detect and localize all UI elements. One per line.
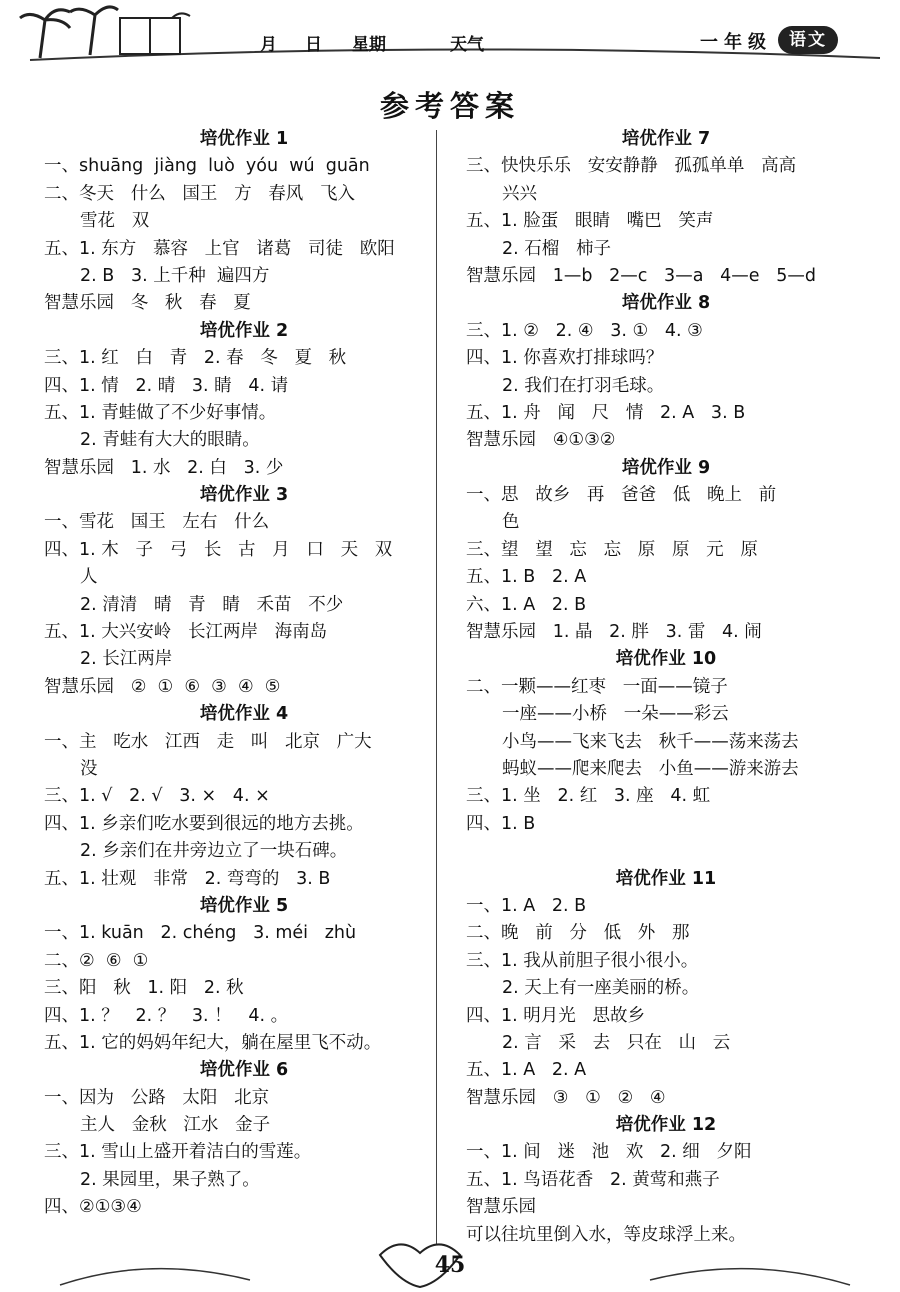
answer-line: 二、一颗——红枣 一面——镜子 — [466, 676, 728, 697]
header-day-label: 日 — [305, 35, 322, 55]
header-subject-badge: 语文 — [778, 26, 838, 54]
answer-line: 2. 乡亲们在井旁边立了一块石碑。 — [80, 841, 348, 862]
page-title: 参考答案 — [379, 89, 520, 123]
answer-line: 四、1. 明月光 思故乡 — [466, 1005, 645, 1026]
answer-line: 六、1. A 2. B — [466, 594, 587, 615]
answer-line: 一、因为 公路 太阳 北京 — [44, 1087, 270, 1108]
answer-line: 三、1. 坐 2. 红 3. 座 4. 虹 — [466, 786, 711, 807]
answer-line: 五、1. 壮观 非常 2. 弯弯的 3. B — [44, 868, 331, 889]
answer-line: 五、1. 东方 慕容 上官 诸葛 司徒 欧阳 — [44, 238, 395, 259]
answer-line: 没 — [80, 758, 98, 779]
answer-line: 三、快快乐乐 安安静静 孤孤单单 高高 — [466, 156, 797, 177]
answer-line: 三、1. 红 白 青 2. 春 冬 夏 秋 — [44, 348, 347, 369]
answer-line: 2. 我们在打羽毛球。 — [502, 375, 665, 396]
section-heading: 培优作业 4 — [199, 704, 289, 725]
answer-line: 五、1. 舟 闻 尺 情 2. A 3. B — [466, 402, 746, 423]
answer-line: 2. 言 采 去 只在 山 云 — [502, 1032, 731, 1053]
answer-line: 一、1. A 2. B — [466, 895, 587, 916]
answer-line: 智慧乐园 ④①③② — [466, 430, 616, 451]
answer-line: 一、1. 间 迷 池 欢 2. 细 夕阳 — [466, 1142, 752, 1163]
header-weekday-label: 星期 — [352, 35, 386, 55]
answer-line: 人 — [80, 567, 98, 588]
answers-right-column — [466, 126, 866, 1249]
section-heading: 培优作业 7 — [621, 129, 711, 149]
answer-line: 2. B 3. 上千种 遍四方 — [80, 265, 270, 286]
header-month-label: 月 — [260, 35, 277, 55]
answer-line: 2. 清清 晴 青 睛 禾苗 不少 — [80, 594, 344, 615]
answer-line: 一、思 故乡 再 爸爸 低 晚上 前 — [466, 485, 777, 506]
answer-line: 四、1. 乡亲们吃水要到很远的地方去挑。 — [44, 813, 364, 834]
answer-line — [466, 838, 866, 865]
answer-line: 五、1. B 2. A — [466, 567, 587, 588]
answer-line: 三、阳 秋 1. 阳 2. 秋 — [44, 978, 244, 999]
answer-line: 二、冬天 什么 国王 方 春风 飞入 — [44, 183, 355, 204]
section-heading: 培优作业 5 — [199, 895, 289, 916]
answer-line: 五、1. 脸蛋 眼睛 嘴巴 笑声 — [466, 211, 714, 232]
section-heading: 培优作业 10 — [615, 649, 717, 670]
answer-line: 四、②①③④ — [44, 1197, 142, 1218]
answer-line: 四、1. B — [466, 813, 536, 834]
answer-line: 智慧乐园 1—b 2—c 3—a 4—e 5—d — [466, 265, 816, 286]
answer-line: 三、1. 我从前胆子很小很小。 — [466, 950, 699, 971]
section-heading: 培优作业 12 — [615, 1115, 717, 1136]
answer-line: 五、1. 鸟语花香 2. 黄莺和燕子 — [466, 1169, 720, 1190]
answer-line: 一、主 吃水 江西 走 叫 北京 广大 — [44, 731, 372, 752]
answer-line: 2. 天上有一座美丽的桥。 — [502, 978, 700, 999]
page-number: 45 — [434, 1252, 466, 1278]
answer-line: 五、1. 大兴安岭 长江两岸 海南岛 — [44, 622, 328, 643]
answer-line: 五、1. 青蛙做了不少好事情。 — [44, 402, 277, 423]
answer-line: 智慧乐园 冬 秋 春 夏 — [44, 293, 251, 314]
answer-line: 三、1. √ 2. √ 3. × 4. × — [44, 786, 270, 807]
answer-line: 一座——小桥 一朵——彩云 — [502, 704, 729, 725]
answer-line: 小鸟——飞来飞去 秋千——荡来荡去 — [502, 731, 799, 752]
answer-line: 色 — [502, 512, 520, 533]
answer-line: 2. 长江两岸 — [80, 649, 173, 670]
section-heading: 培优作业 8 — [621, 293, 711, 314]
section-heading: 培优作业 9 — [621, 457, 711, 478]
header-grade: 一年级 — [700, 32, 772, 53]
answer-line: 可以往坑里倒入水，等皮球浮上来。 — [466, 1224, 746, 1245]
section-heading: 培优作业 3 — [199, 485, 289, 506]
section-heading: 培优作业 11 — [615, 868, 717, 889]
answer-line: 智慧乐园 ③ ① ② ④ — [466, 1087, 666, 1108]
answer-line: 一、1. kuān 2. chéng 3. méi zhù — [44, 923, 357, 944]
answer-line: 2. 石榴 柿子 — [502, 238, 611, 259]
answer-line: 五、1. A 2. A — [466, 1060, 587, 1081]
page-header — [0, 0, 900, 70]
answer-line: 2. 果园里，果子熟了。 — [80, 1169, 260, 1190]
column-divider — [436, 130, 437, 1245]
section-heading: 培优作业 2 — [199, 320, 289, 341]
answer-line: 三、1. ② 2. ④ 3. ① 4. ③ — [466, 320, 703, 341]
answer-line: 四、1. ？ 2. ？ 3. ！ 4. 。 — [44, 1005, 289, 1026]
answer-line: 兴兴 — [502, 183, 537, 204]
answer-line: 智慧乐园 — [466, 1197, 536, 1218]
answer-line: 蚂蚁——爬来爬去 小鱼——游来游去 — [502, 758, 799, 779]
answer-line: 一、shuāng jiàng luò yóu wú guān — [44, 156, 370, 177]
answer-line: 二、② ⑥ ① — [44, 950, 149, 971]
answer-line: 智慧乐园 ② ① ⑥ ③ ④ ⑤ — [44, 676, 281, 697]
answer-line: 三、1. 雪山上盛开着洁白的雪莲。 — [44, 1142, 312, 1163]
answer-line: 一、雪花 国王 左右 什么 — [44, 512, 270, 533]
answer-line: 主人 金秋 江水 金子 — [80, 1115, 271, 1136]
header-weather-label: 天气 — [450, 35, 484, 55]
answer-line: 二、晚 前 分 低 外 那 — [466, 923, 690, 944]
section-heading: 培优作业 6 — [199, 1060, 289, 1081]
answer-line: 智慧乐园 1. 晶 2. 胖 3. 雷 4. 闹 — [466, 622, 762, 643]
answer-line: 三、望 望 忘 忘 原 原 元 原 — [466, 539, 758, 560]
answer-line: 智慧乐园 1. 水 2. 白 3. 少 — [44, 457, 284, 478]
answer-line: 五、1. 它的妈妈年纪大，躺在屋里飞不动。 — [44, 1032, 382, 1053]
answer-line: 雪花 双 — [80, 211, 150, 232]
answer-line: 2. 青蛙有大大的眼睛。 — [80, 430, 260, 451]
answer-line: 四、1. 情 2. 晴 3. 睛 4. 请 — [44, 375, 289, 396]
answers-left-column — [44, 126, 444, 1222]
answer-line: 四、1. 木 子 弓 长 古 月 口 天 双 — [44, 539, 393, 560]
section-heading: 培优作业 1 — [199, 129, 289, 149]
answer-line: 四、1. 你喜欢打排球吗？ — [466, 348, 664, 369]
